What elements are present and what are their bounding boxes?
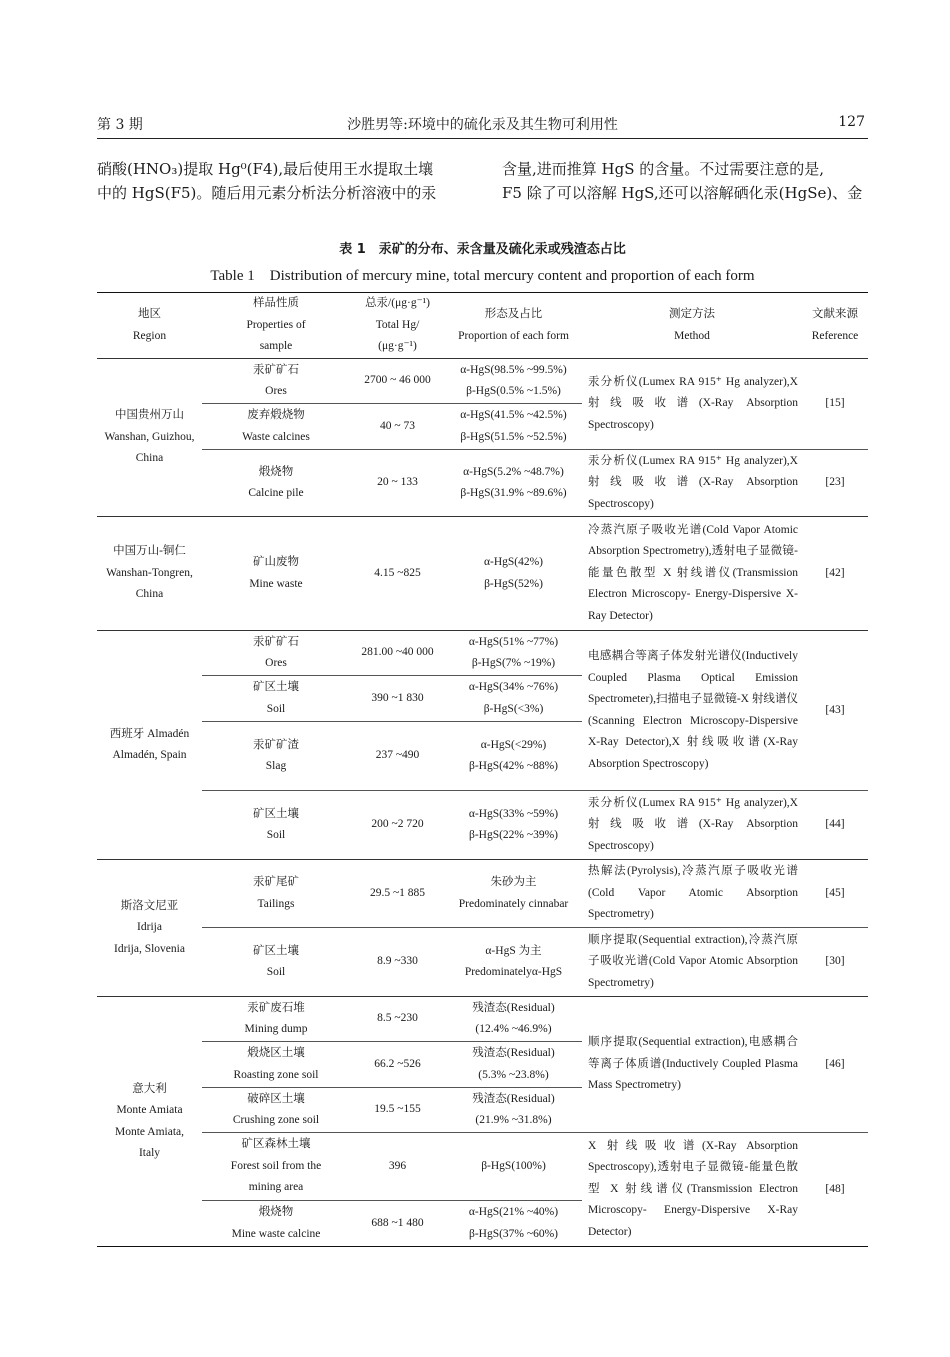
- intro-text-right: [502, 157, 868, 205]
- reference-cell: [46]: [825, 1057, 845, 1070]
- table-row: [97, 1133, 868, 1201]
- region-cell: 中国贵州万山 Wanshan, Guizhou, China: [104, 409, 195, 465]
- table-row: [97, 928, 868, 997]
- col-reference: 文献来源 Reference: [811, 308, 859, 342]
- total-hg-cell: 396: [350, 1133, 445, 1201]
- total-hg-cell: 66.2 ~526: [350, 1042, 445, 1088]
- property-cell: 汞矿尾矿 Tailings: [253, 876, 299, 910]
- reference-cell: [43]: [825, 703, 845, 716]
- reference-cell: [44]: [802, 791, 868, 860]
- method-cell: 汞分析仪(Lumex RA 915⁺ Hg analyzer),X 射线吸收谱(X-Ray Absorption Spectroscopy): [588, 375, 798, 431]
- total-hg-cell: 29.5 ~1 885: [369, 886, 426, 899]
- form-cell: α-HgS 为主 Predominatelyα-HgS: [445, 928, 582, 997]
- form-cell: 残渣态(Residual) (5.3% ~23.8%): [445, 1042, 582, 1088]
- property-cell: 煅烧物 Mine waste calcine: [202, 1201, 350, 1247]
- method-cell: 汞分析仪(Lumex RA 915⁺ Hg analyzer),X 射线吸收谱(X-Ray Absorption Spectroscopy): [582, 450, 802, 517]
- method-cell: 热解法(Pyrolysis),冷蒸汽原子吸收光谱(Cold Vapor Atomic Absorption Spectrometry): [588, 865, 798, 921]
- table-row: [97, 860, 868, 928]
- region-cell: 斯洛文尼亚 Idrija Idrija, Slovenia: [114, 899, 185, 955]
- form-cell: β-HgS(100%): [445, 1133, 582, 1201]
- form-cell: α-HgS(21% ~40%) β-HgS(37% ~60%): [445, 1201, 582, 1247]
- reference-cell: [45]: [825, 886, 845, 899]
- col-region: 地区 Region: [132, 308, 167, 342]
- header-issue: 第 3 期: [97, 117, 143, 133]
- total-hg-cell: 20 ~ 133: [350, 450, 445, 517]
- intro-line: 含量,进而推算 HgS 的含量。不过需要注意的是,: [502, 160, 825, 178]
- table-row: [97, 631, 868, 676]
- form-cell: α-HgS(51% ~77%) β-HgS(7% ~19%): [468, 635, 559, 669]
- intro-line: F5 除了可以溶解 HgS,还可以溶解硒化汞(HgSe)、金: [502, 184, 863, 202]
- property-cell: 矿区森林土壤 Forest soil from the mining area: [202, 1133, 350, 1201]
- form-cell: α-HgS(33% ~59%) β-HgS(22% ~39%): [445, 791, 582, 860]
- region-cell: 中国万山-铜仁 Wanshan-Tongren, China: [106, 545, 193, 601]
- table-row: [97, 359, 868, 404]
- table-row: [97, 791, 868, 860]
- form-cell: 朱砂为主 Predominately cinnabar: [458, 876, 569, 910]
- property-cell: 矿山废物 Mine waste: [249, 556, 303, 590]
- property-cell: 煅烧区土壤 Roasting zone soil: [202, 1042, 350, 1088]
- method-cell: X 射线吸收谱(X-Ray Absorption Spectroscopy),透射电子显微镜-能量色散型 X 射线谱仪(Transmission Electron Microscopy- Energy-Dispersive X-Ray Detector): [582, 1133, 802, 1247]
- method-cell: 电感耦合等离子体发射光谱仪(Inductively Coupled Plasma Optical Emission Spectrometer),扫描电子显微镜-X 射线谱仪(Scanning Electron Microscopy-Dispersive X-Ray Detector),X 射线吸收谱(X-Ray Absorption Spectroscopy): [588, 650, 798, 770]
- table-header-row: [97, 293, 868, 359]
- page-number: 127: [838, 114, 865, 130]
- form-cell: α-HgS(98.5% ~99.5%) β-HgS(0.5% ~1.5%): [460, 363, 567, 397]
- form-cell: α-HgS(<29%) β-HgS(42% ~88%): [445, 722, 582, 791]
- col-method: 测定方法 Method: [669, 308, 715, 342]
- method-cell: 顺序提取(Sequential extraction),电感耦合等离子体质谱(Inductively Coupled Plasma Mass Spectrometry): [588, 1036, 798, 1092]
- form-cell: α-HgS(5.2% ~48.7%) β-HgS(31.9% ~89.6%): [445, 450, 582, 517]
- property-cell: 矿区土壤 Soil: [202, 676, 350, 722]
- reference-cell: [30]: [802, 928, 868, 997]
- total-hg-cell: 40 ~ 73: [350, 404, 445, 450]
- total-hg-cell: 2700 ~ 46 000: [364, 374, 431, 387]
- form-cell: α-HgS(34% ~76%) β-HgS(<3%): [445, 676, 582, 722]
- method-cell: 汞分析仪(Lumex RA 915⁺ Hg analyzer),X 射线吸收谱(X-Ray Absorption Spectroscopy): [582, 791, 802, 860]
- form-cell: α-HgS(42%) β-HgS(52%): [483, 556, 544, 590]
- property-cell: 汞矿矿石 Ores: [253, 635, 299, 669]
- property-cell: 废弃煅烧物 Waste calcines: [202, 404, 350, 450]
- running-header: [97, 112, 868, 139]
- header-title: 沙胜男等:环境中的硫化汞及其生物可利用性: [347, 117, 618, 133]
- region-cell: 意大利 Monte Amiata Monte Amiata, Italy: [115, 1082, 184, 1159]
- property-cell: 煅烧物 Calcine pile: [202, 450, 350, 517]
- total-hg-cell: 688 ~1 480: [350, 1201, 445, 1247]
- intro-line: 硝酸(HNO₃)提取 Hg⁰(F4),最后使用王水提取土壤: [97, 160, 434, 178]
- col-total-hg: 总汞/(μg·g⁻¹) Total Hg/ (μg·g⁻¹): [365, 297, 430, 353]
- table-row: [97, 517, 868, 631]
- reference-cell: [15]: [825, 397, 845, 410]
- col-form: 形态及占比 Proportion of each form: [458, 308, 569, 342]
- region-cell: 西班牙 Almadén Almadén, Spain: [109, 727, 190, 761]
- property-cell: 汞矿矿石 Ores: [253, 363, 299, 397]
- method-cell: 冷蒸汽原子吸收光谱(Cold Vapor Atomic Absorption Spectrometry),透射电子显微镜-能量色散型 X 射线谱仪(Transmission Electron Microscopy- Energy-Dispersive X-Ray Detector): [588, 523, 798, 622]
- table-row: [97, 450, 868, 517]
- total-hg-cell: 281.00 ~40 000: [361, 646, 434, 659]
- table-row: [97, 997, 868, 1042]
- form-cell: α-HgS(41.5% ~42.5%) β-HgS(51.5% ~52.5%): [445, 404, 582, 450]
- col-properties: 样品性质 Properties of sample: [246, 297, 306, 353]
- property-cell: 破碎区土壤 Crushing zone soil: [202, 1088, 350, 1133]
- property-cell: 矿区土壤 Soil: [202, 928, 350, 997]
- reference-cell: [23]: [802, 450, 868, 517]
- property-cell: 矿区土壤 Soil: [202, 791, 350, 860]
- reference-cell: [48]: [802, 1133, 868, 1247]
- total-hg-cell: 8.5 ~230: [377, 1012, 418, 1025]
- total-hg-cell: 4.15 ~825: [374, 566, 421, 579]
- intro-text-left: [97, 157, 469, 205]
- total-hg-cell: 8.9 ~330: [350, 928, 445, 997]
- property-cell: 汞矿矿渣 Slag: [202, 722, 350, 791]
- method-cell: 顺序提取(Sequential extraction),冷蒸汽原子吸收光谱(Cold Vapor Atomic Absorption Spectrometry): [582, 928, 802, 997]
- property-cell: 汞矿废石堆 Mining dump: [244, 1001, 308, 1035]
- intro-line: 中的 HgS(F5)。随后用元素分析法分析溶液中的汞: [97, 184, 437, 202]
- table-caption-en: Table 1 Distribution of mercury mine, total mercury content and proportion of each form: [210, 268, 755, 284]
- table-caption-zh: 表 1 汞矿的分布、汞含量及硫化汞或残渣态占比: [339, 242, 626, 257]
- reference-cell: [42]: [825, 566, 845, 579]
- mercury-mine-table: [97, 292, 868, 1247]
- form-cell: 残渣态(Residual) (21.9% ~31.8%): [445, 1088, 582, 1133]
- total-hg-cell: 200 ~2 720: [350, 791, 445, 860]
- total-hg-cell: 237 ~490: [350, 722, 445, 791]
- total-hg-cell: 19.5 ~155: [350, 1088, 445, 1133]
- total-hg-cell: 390 ~1 830: [350, 676, 445, 722]
- form-cell: 残渣态(Residual) (12.4% ~46.9%): [472, 1001, 555, 1035]
